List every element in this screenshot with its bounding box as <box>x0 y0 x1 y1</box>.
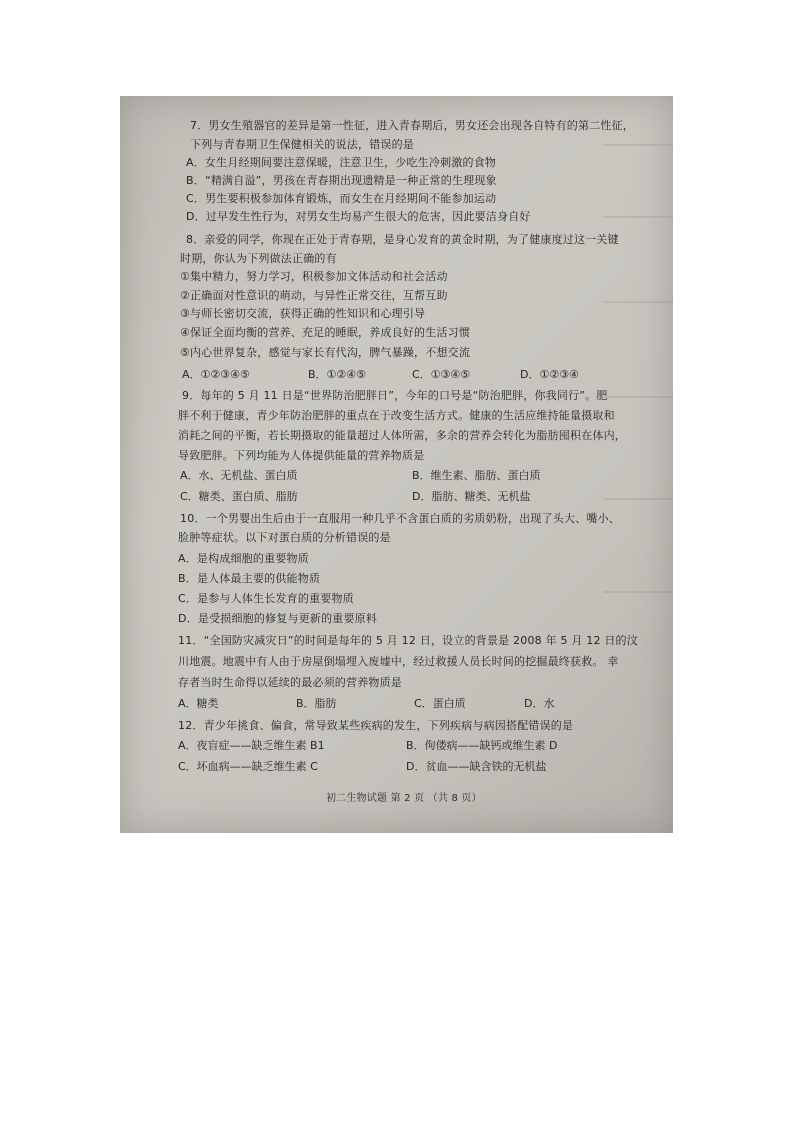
question-11-stem-line: 11．“全国防灾减灾日”的时间是每年的 5 月 12 日，设立的背景是 2008 年 5 月 12 日的汶 <box>178 634 638 647</box>
question-12-options-row-2 <box>178 760 618 774</box>
question-9-option-d: D．脂肪、糖类、无机盐 <box>412 490 531 503</box>
question-10-option-d: D．是受损细胞的修复与更新的重要原料 <box>178 612 378 625</box>
question-7-option-b: B．“精满自溢”，男孩在青春期出现遗精是一种正常的生理现象 <box>186 174 497 187</box>
question-8-statement-4: ④保证全面均衡的营养、充足的睡眠，养成良好的生活习惯 <box>180 326 471 339</box>
question-9-stem-line: 胖不利于健康，青少年防治肥胖的重点在于改变生活方式。健康的生活应维持能量摄取和 <box>178 409 615 422</box>
question-7-option-a: A．女生月经期间要注意保暖，注意卫生，少吃生冷刺激的食物 <box>186 156 497 169</box>
page-footer: 初二生物试题 第 2 页 （共 8 页） <box>326 793 482 804</box>
question-8-options <box>182 368 582 382</box>
question-7-stem-line: 下列与青春期卫生保健相关的说法，错误的是 <box>190 138 414 151</box>
question-7-option-c: C．男生要积极参加体育锻炼，而女生在月经期间不能参加运动 <box>186 192 497 205</box>
question-9-option-a: A．水、无机盐、蛋白质 <box>180 469 298 482</box>
question-7-option-d: D．过早发生性行为，对男女生均易产生很大的危害，因此要洁身自好 <box>186 210 531 223</box>
question-11-option-d: D．水 <box>524 697 555 710</box>
question-12-option-c: C．坏血病——缺乏维生素 C <box>178 760 318 773</box>
question-9-stem-line: 导致肥胖。下列均能为人体提供能量的营养物质是 <box>178 449 425 462</box>
question-10-option-b: B．是人体最主要的供能物质 <box>178 572 321 585</box>
question-10-option-c: C．是参与人体生长发育的重要物质 <box>178 592 354 605</box>
question-9-stem-line: 9．每年的 5 月 11 日是“世界防治肥胖日”，今年的口号是“防治肥胖，你我同行”。肥 <box>182 389 608 402</box>
question-8-statement-3: ③与师长密切交流，获得正确的性知识和心理引导 <box>180 307 426 320</box>
question-8-statement-5: ⑤内心世界复杂，感觉与家长有代沟，脾气暴躁，不想交流 <box>180 346 471 359</box>
bleed-through-mark <box>603 301 673 303</box>
question-11-stem-line: 川地震。地震中有人由于房屋倒塌埋入废墟中，经过救援人员长时间的挖掘最终获救。 幸 <box>178 655 619 668</box>
question-10-stem-line: 脸肿等症状。以下对蛋白质的分析错误的是 <box>178 531 391 544</box>
question-8-statement-1: ①集中精力，努力学习，积极参加文体活动和社会活动 <box>180 270 448 283</box>
question-11-option-b: B．脂肪 <box>296 697 337 710</box>
question-9-options-row-1 <box>180 469 620 483</box>
bleed-through-mark <box>603 144 673 146</box>
bleed-through-mark <box>603 216 673 218</box>
question-10-option-a: A．是构成细胞的重要物质 <box>178 552 309 565</box>
question-10-stem-line: 10．一个男婴出生后由于一直服用一种几乎不含蛋白质的劣质奶粉，出现了头大、嘴小、 <box>180 512 620 525</box>
question-9-option-c: C．糖类、蛋白质、脂肪 <box>180 490 298 503</box>
question-8-stem-line: 8．亲爱的同学，你现在正处于青春期，是身心发育的黄金时期，为了健康度过这一关键 <box>186 233 619 246</box>
question-12-option-a: A．夜盲症——缺乏维生素 B1 <box>178 739 325 752</box>
question-9-options-row-2 <box>180 490 620 504</box>
question-8-option-c: C．①③④⑤ <box>412 368 471 381</box>
question-11-options <box>178 697 608 711</box>
question-9-option-b: B．维生素、脂肪、蛋白质 <box>412 469 541 482</box>
question-12-option-d: D．贫血——缺含铁的无机盐 <box>406 760 547 773</box>
question-11-option-c: C．蛋白质 <box>414 697 466 710</box>
question-12-options-row-1 <box>178 739 618 753</box>
question-8-stem-line: 时期，你认为下列做法正确的有 <box>180 252 337 265</box>
question-7-stem-line: 7．男女生殖器官的差异是第一性征，进入青春期后，男女还会出现各自特有的第二性征， <box>190 119 634 132</box>
question-11-option-a: A．糖类 <box>178 697 219 710</box>
bleed-through-mark <box>603 396 673 398</box>
question-8-option-b: B．①②④⑤ <box>308 368 366 381</box>
question-12-option-b: B．佝偻病——缺钙或维生素 D <box>406 739 558 752</box>
question-8-option-d: D．①②③④ <box>520 368 579 381</box>
question-8-statement-2: ②正确面对性意识的萌动，与异性正常交往，互帮互助 <box>180 289 448 302</box>
bleed-through-mark <box>603 591 673 593</box>
question-11-stem-line: 存者当时生命得以延续的最必须的营养物质是 <box>178 676 402 689</box>
question-8-option-a: A．①②③④⑤ <box>182 368 250 381</box>
question-9-stem-line: 消耗之间的平衡，若长期摄取的能量超过人体所需，多余的营养会转化为脂肪囤积在体内， <box>178 429 626 442</box>
exam-page-photo <box>120 96 673 833</box>
question-12-stem-line: 12．青少年挑食、偏食，常导致某些疾病的发生，下列疾病与病因搭配错误的是 <box>178 719 574 732</box>
